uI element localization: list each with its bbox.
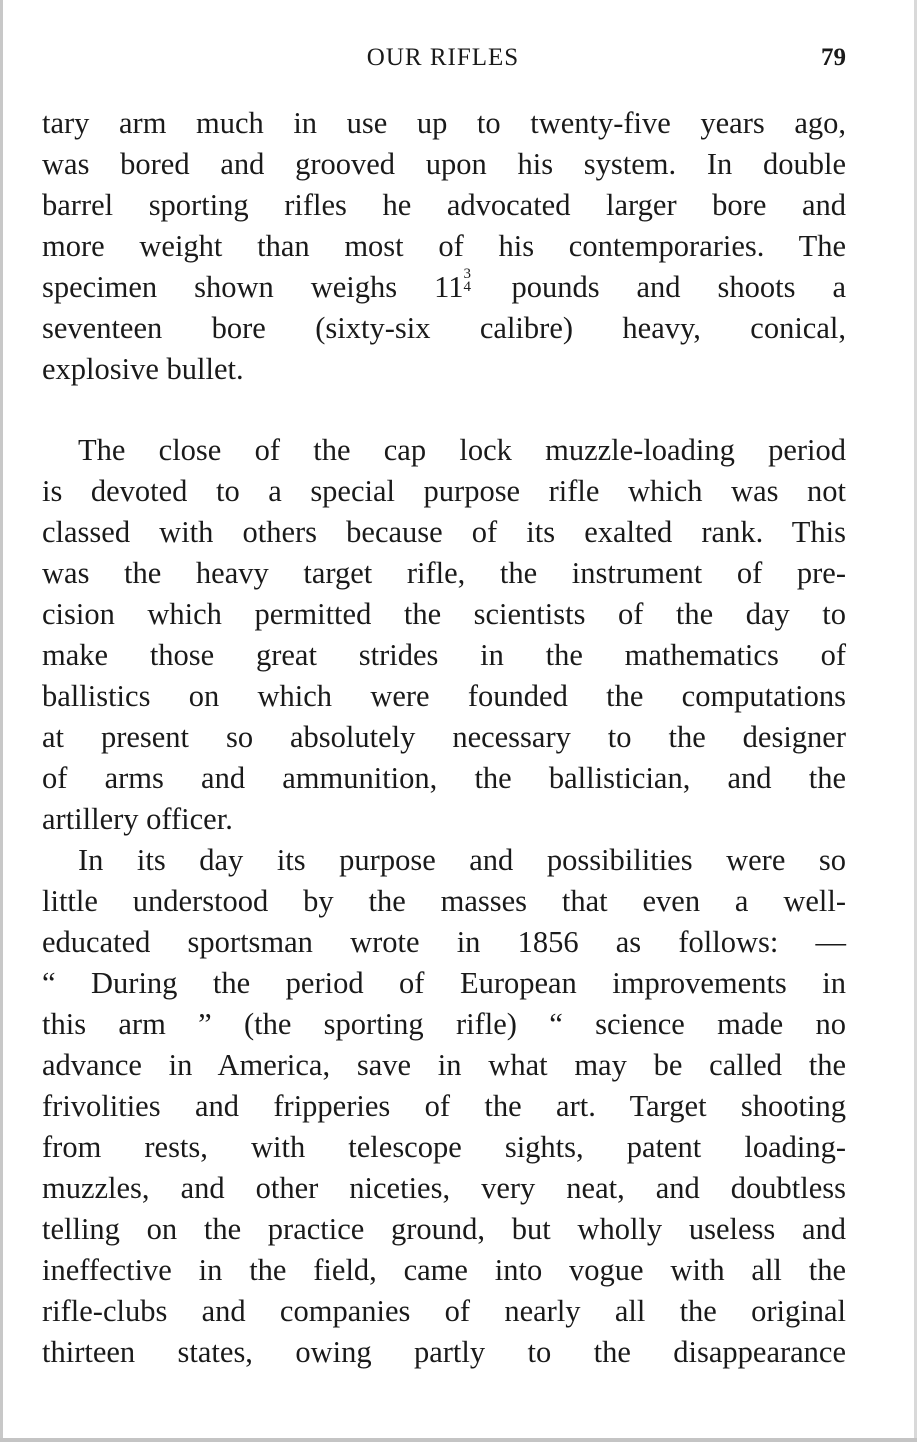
text-line: frivolities and fripperies of the art. Target shooting bbox=[42, 1089, 846, 1123]
text-line: advance in America, save in what may be called the bbox=[42, 1048, 846, 1082]
text-line: educated sportsman wrote in 1856 as follows: — bbox=[42, 925, 846, 959]
text-line: cision which permitted the scientists of the day to bbox=[42, 597, 846, 631]
text-line: thirteen states, owing partly to the disappearance bbox=[42, 1335, 846, 1369]
text-line: was bored and grooved upon his system. In double bbox=[42, 147, 846, 181]
text-line: more weight than most of his contemporaries. The bbox=[42, 229, 846, 263]
text-line: In its day its purpose and possibilities were so bbox=[78, 843, 846, 877]
text-segment: specimen shown weighs 11 bbox=[42, 270, 464, 304]
paragraph bbox=[42, 430, 846, 840]
fraction bbox=[463, 268, 474, 294]
text-line: The close of the cap lock muzzle-loading period bbox=[78, 433, 846, 467]
paragraph-gap bbox=[42, 390, 846, 430]
text-segment: pounds and shoots a bbox=[474, 270, 846, 304]
fraction-denominator: 4 bbox=[463, 279, 471, 295]
text-line: ballistics on which were founded the computations bbox=[42, 679, 846, 713]
text-line: seventeen bore (sixty-six calibre) heavy, conical, bbox=[42, 311, 846, 345]
text-line: artillery officer. bbox=[42, 802, 233, 836]
text-line: at present so absolutely necessary to the designer bbox=[42, 720, 846, 754]
text-line: classed with others because of its exalted rank. This bbox=[42, 515, 846, 549]
text-line: make those great strides in the mathematics of bbox=[42, 638, 846, 672]
page-header bbox=[40, 44, 846, 80]
text-line: rifle-clubs and companies of nearly all the original bbox=[42, 1294, 846, 1328]
running-head: OUR RIFLES bbox=[366, 44, 520, 71]
text-line: barrel sporting rifles he advocated larger bore and bbox=[42, 188, 846, 222]
text-line: muzzles, and other niceties, very neat, and doubtless bbox=[42, 1171, 846, 1205]
text-line: of arms and ammunition, the ballistician, and the bbox=[42, 761, 846, 795]
fraction-numerator: 3 bbox=[463, 266, 471, 282]
page-number: 79 bbox=[821, 44, 846, 71]
text-line: explosive bullet. bbox=[42, 352, 244, 386]
paragraph bbox=[42, 103, 846, 390]
text-line: was the heavy target rifle, the instrument of pre- bbox=[42, 556, 846, 590]
text-line: little understood by the masses that even a well- bbox=[42, 884, 846, 918]
text-line: ineffective in the field, came into vogue with all the bbox=[42, 1253, 846, 1287]
text-line: from rests, with telescope sights, patent loading- bbox=[42, 1130, 846, 1164]
text-line: is devoted to a special purpose rifle which was not bbox=[42, 474, 846, 508]
paragraph bbox=[42, 840, 846, 1373]
text-line: tary arm much in use up to twenty-five years ago, bbox=[42, 106, 846, 140]
text-line-with-fraction bbox=[42, 267, 846, 308]
page-edge-bottom bbox=[0, 1438, 917, 1442]
text-line: this arm ” (the sporting rifle) “ science made no bbox=[42, 1007, 846, 1041]
text-line: “ During the period of European improvements in bbox=[42, 966, 846, 1000]
text-line: telling on the practice ground, but wholly useless and bbox=[42, 1212, 846, 1246]
body-text bbox=[42, 103, 846, 1373]
page-edge-left bbox=[0, 0, 3, 1442]
